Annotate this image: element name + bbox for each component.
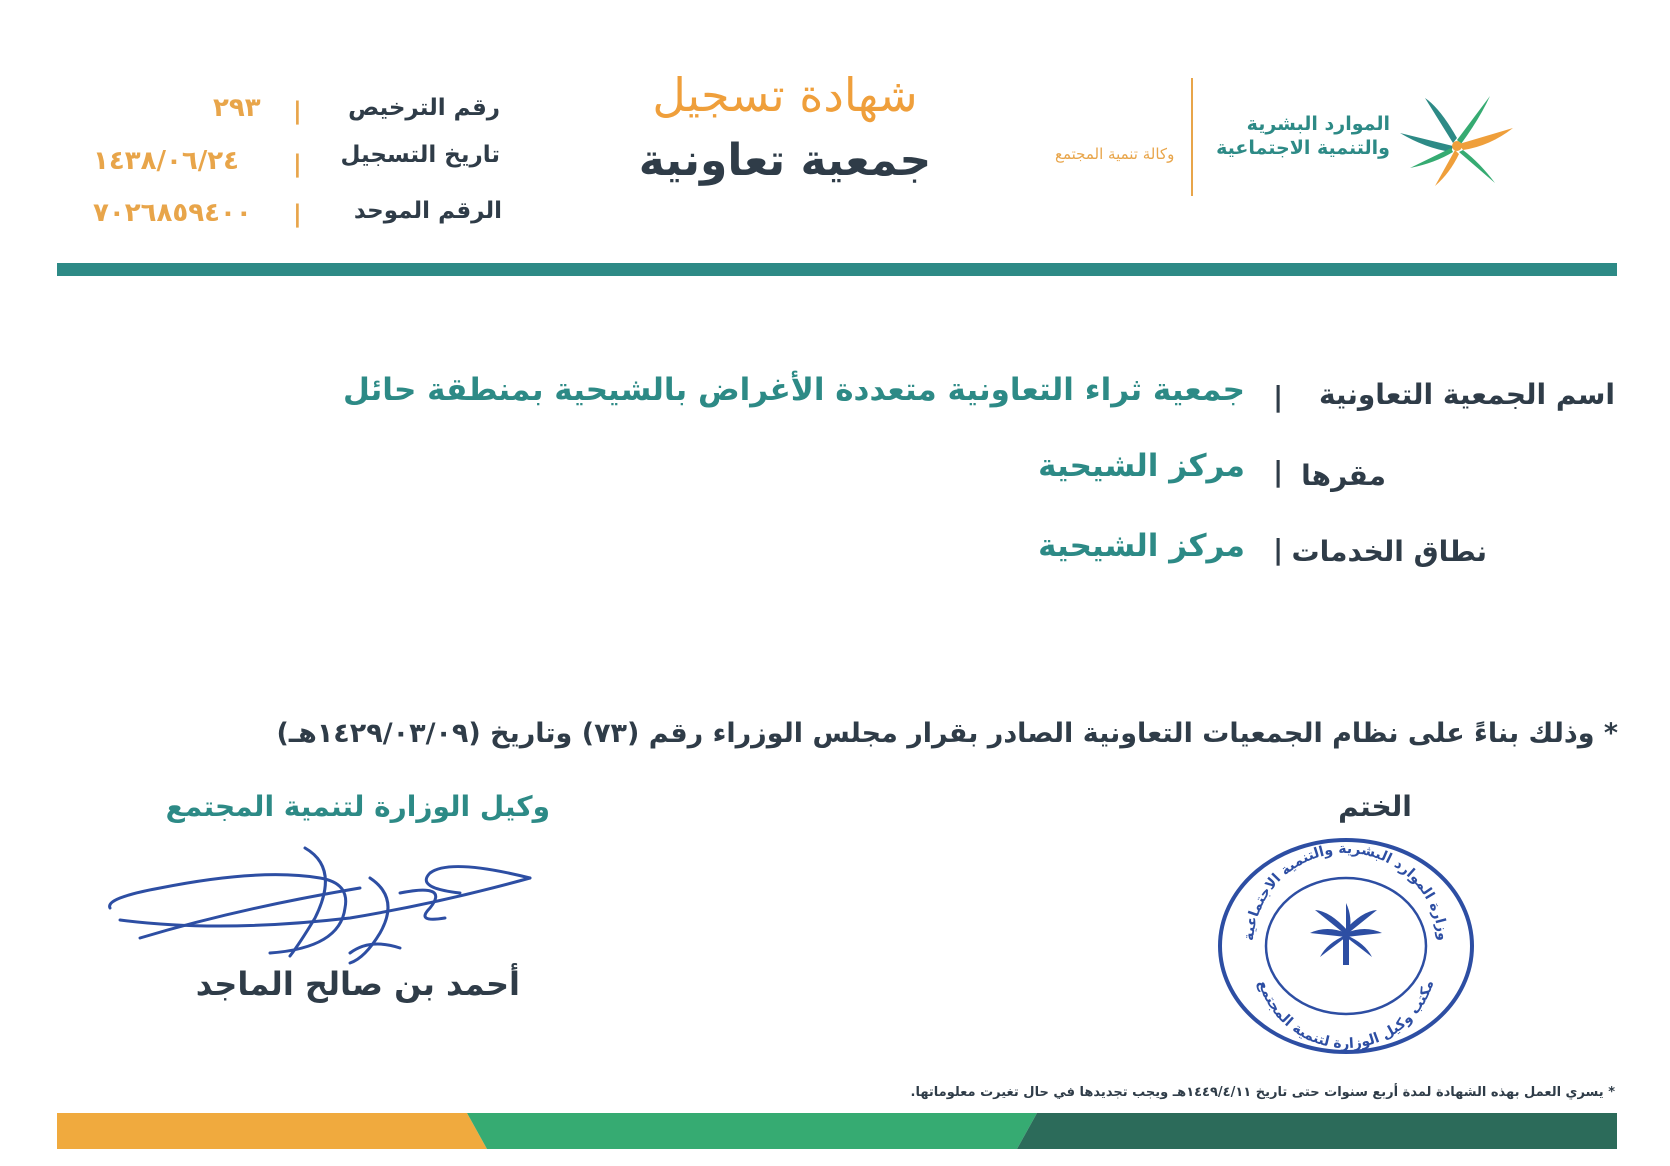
- certificate-title: شهادة تسجيل: [652, 68, 918, 122]
- ministry-name-line2: والتنمية الاجتماعية: [1216, 137, 1390, 159]
- cooperative-name-value: جمعية ثراء التعاونية متعددة الأغراض بالشيحية بمنطقة حائل: [343, 372, 1245, 408]
- license-separator: |: [293, 97, 302, 125]
- header-divider-bar: [57, 263, 1617, 276]
- unified-number-separator: |: [293, 200, 302, 228]
- headquarters-label: مقرها: [1301, 459, 1386, 492]
- certificate-type: جمعية تعاونية: [638, 135, 932, 186]
- license-value: ٢٩٣: [213, 93, 261, 123]
- seal-ring-top-text: وزارة الموارد البشرية والتنمية الاجتماعية: [1241, 840, 1451, 942]
- service-scope-label: نطاق الخدمات: [1291, 535, 1487, 568]
- license-label: رقم الترخيص: [348, 95, 500, 121]
- palm-logo-icon: [1395, 88, 1515, 188]
- ministry-name-line1: الموارد البشرية: [1246, 113, 1390, 135]
- handwritten-signature: [100, 838, 550, 968]
- cooperative-name-separator: |: [1273, 380, 1284, 413]
- registration-date-value: ١٤٣٨/٠٦/٢٤: [93, 146, 239, 176]
- ministry-logo: [1055, 70, 1515, 200]
- unified-number-value: ٧٠٢٦٨٥٩٤٠٠: [93, 198, 252, 228]
- bottom-color-band: [57, 1113, 1617, 1149]
- seal-palm-icon: [1310, 903, 1382, 965]
- official-seal: [1215, 835, 1477, 1057]
- signer-name: أحمد بن صالح الماجد: [195, 965, 520, 1003]
- seal-title: الختم: [1338, 790, 1412, 823]
- cooperative-name-label: اسم الجمعية التعاونية: [1318, 378, 1615, 411]
- agency-name: وكالة تنمية المجتمع: [1055, 145, 1175, 163]
- logo-divider: [1191, 78, 1193, 196]
- registration-date-separator: |: [293, 150, 302, 178]
- service-scope-value: مركز الشيحية: [1038, 528, 1245, 564]
- service-scope-separator: |: [1273, 533, 1284, 566]
- headquarters-value: مركز الشيحية: [1038, 448, 1245, 484]
- seal-ring-bottom-text: مكتب وكيل الوزارة لتنمية المجتمع: [1254, 978, 1438, 1053]
- legal-basis-text: * وذلك بناءً على نظام الجمعيات التعاونية الصادر بقرار مجلس الوزراء رقم (٧٣) وتاريخ (١٤٢٩/٠٣/٠٩هـ): [276, 718, 1618, 749]
- headquarters-separator: |: [1273, 455, 1284, 488]
- registration-date-label: تاريخ التسجيل: [340, 142, 500, 168]
- unified-number-label: الرقم الموحد: [353, 198, 502, 224]
- ministry-name: [1216, 112, 1390, 160]
- validity-footnote: * يسري العمل بهذه الشهادة لمدة أربع سنوات حتى تاريخ ١٤٤٩/٤/١١هـ ويجب تجديدها في حال تغيرت معلوماتها.: [910, 1085, 1615, 1100]
- deputy-minister-title: وكيل الوزارة لتنمية المجتمع: [165, 790, 550, 823]
